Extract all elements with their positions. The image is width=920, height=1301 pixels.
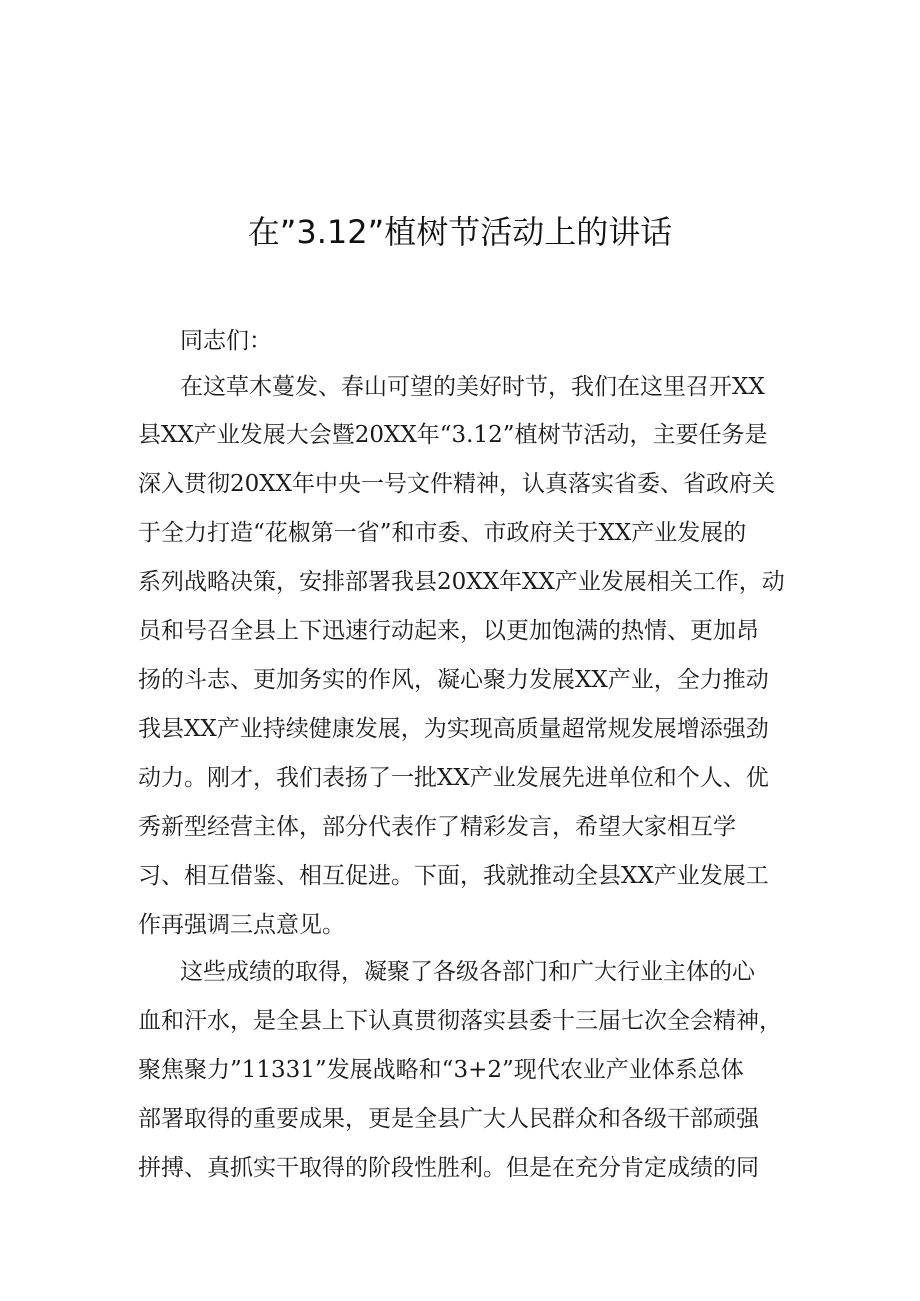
paragraph-line: 扬的斗志、更加务实的作风，凝心聚力发展XX产业，全力推动 (138, 667, 769, 693)
paragraph-line: 聚焦聚力”11331”发展战略和“3+2”现代农业产业体系总体 (138, 1057, 744, 1083)
paragraph-line: 县XX产业发展大会暨20XX年“3.12”植树节活动，主要任务是 (138, 422, 768, 448)
paragraph-line: 系列战略决策，安排部署我县20XX年XX产业发展相关工作，动 (138, 569, 785, 595)
paragraph-line: 部署取得的重要成果，更是全县广大人民群众和各级干部顽强 (138, 1106, 759, 1132)
paragraph-line: 动力。刚才，我们表扬了一批XX产业发展先进单位和个人、优 (138, 765, 769, 791)
paragraph-line: 我县XX产业持续健康发展，为实现高质量超常规发展增添强劲 (138, 716, 769, 742)
paragraph-line: 于全力打造“花椒第一省”和市委、市政府关于XX产业发展的 (138, 520, 747, 546)
paragraph-line: 拼搏、真抓实干取得的阶段性胜利。但是在充分肯定成绩的同 (138, 1155, 759, 1181)
salutation: 同志们： (180, 328, 272, 354)
document-title: 在”3.12”植树节活动上的讲话 (247, 213, 673, 251)
paragraph-line: 作再强调三点意见。 (138, 912, 345, 938)
paragraph-line: 员和号召全县上下迅速行动起来，以更加饱满的热情、更加昂 (138, 618, 759, 644)
paragraph-line: 深入贯彻20XX年中央一号文件精神，认真落实省委、省政府关 (138, 471, 776, 497)
paragraph-line: 这些成绩的取得，凝聚了各级各部门和广大行业主体的心 (180, 959, 755, 985)
paragraph-line: 习、相互借鉴、相互促进。下面，我就推动全县XX产业发展工 (138, 863, 769, 889)
paragraph-line: 秀新型经营主体，部分代表作了精彩发言，希望大家相互学 (138, 814, 736, 840)
paragraph-line: 在这草木蔓发、春山可望的美好时节，我们在这里召开XX (180, 374, 765, 400)
paragraph-line: 血和汗水，是全县上下认真贯彻落实县委十三届七次全会精神， (138, 1008, 782, 1034)
